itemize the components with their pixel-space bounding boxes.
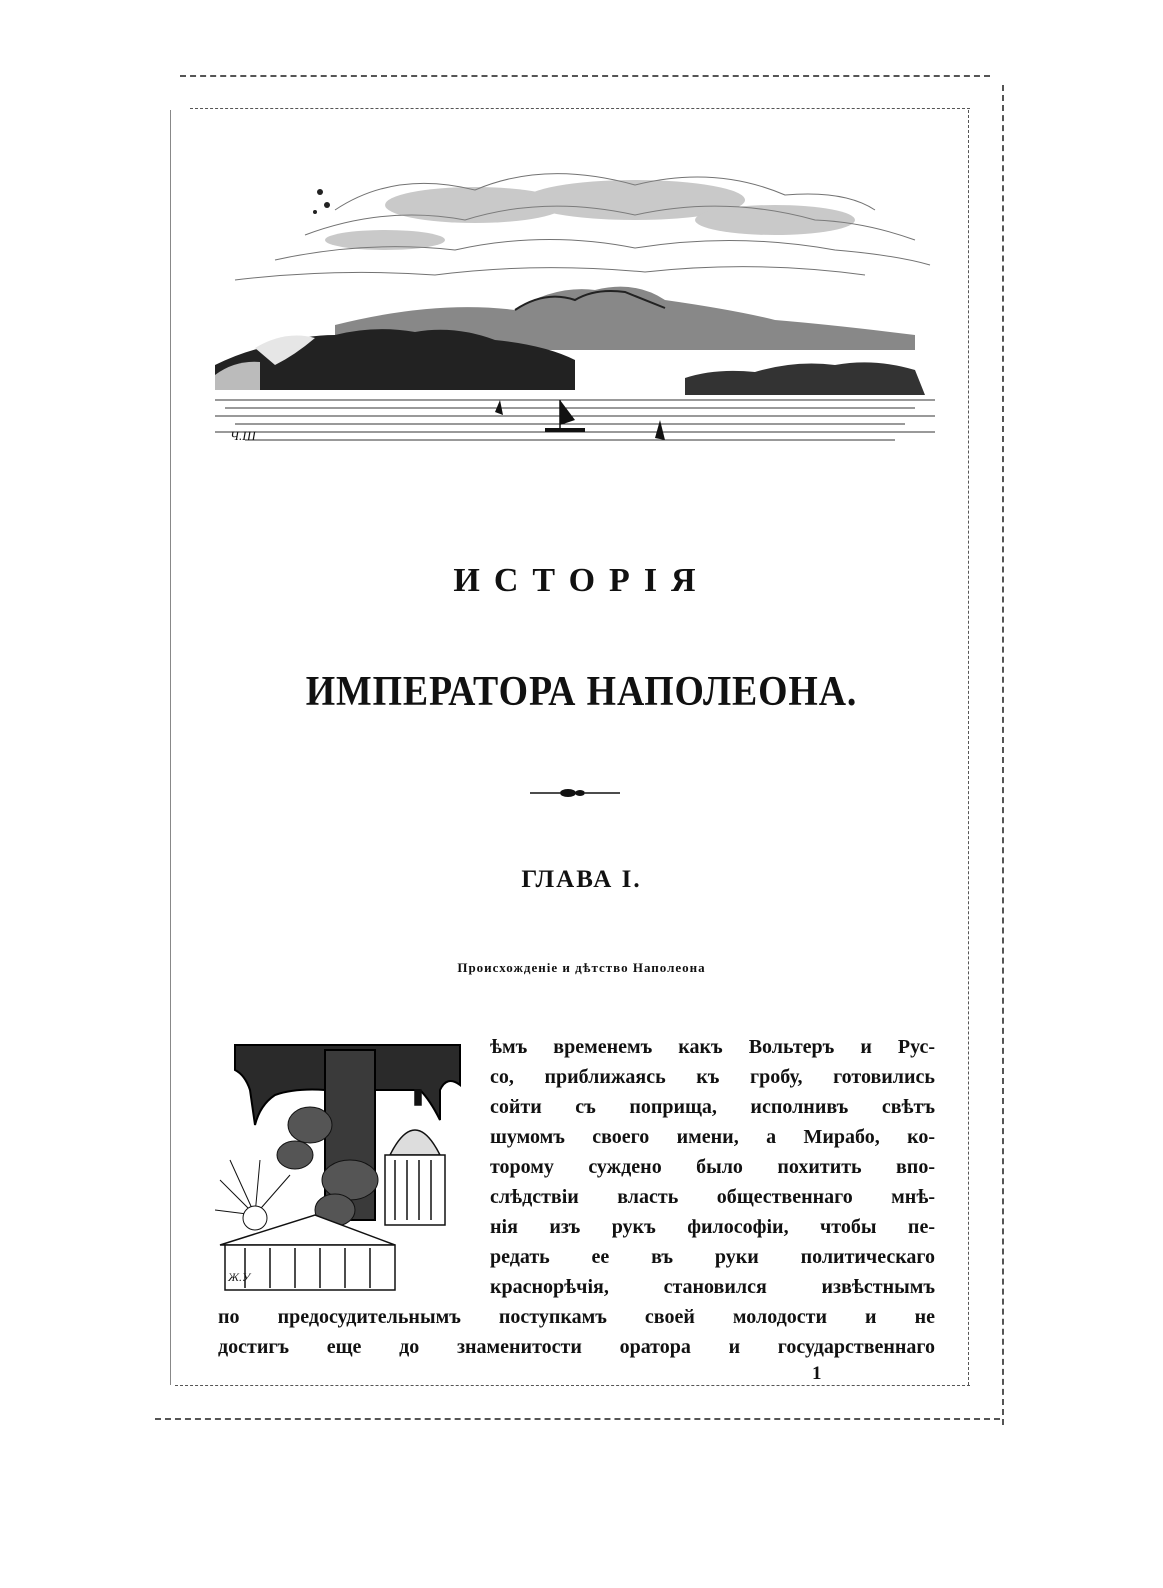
body-line-5: торому суждено было похитить впо- (490, 1156, 935, 1178)
initial-signature: Ж.У (228, 1270, 251, 1284)
body-line-8: редать ее въ руки политическаго (490, 1246, 935, 1268)
bottom-border (175, 1385, 970, 1386)
body-line-1: ѣмъ временемъ какъ Вольтеръ и Рус- (490, 1036, 935, 1058)
body-line-10: по предосудительнымъ поступкамъ своей молодости и не (218, 1306, 935, 1328)
title-line-2: ИМПЕРАТОРА НАПОЛЕОНА. (305, 669, 858, 715)
engraving-signature: Ч.Ш (230, 428, 256, 443)
inner-top-border (190, 108, 970, 109)
ornament-divider (530, 786, 620, 800)
right-page-border (968, 110, 969, 1385)
page-number: 1 (812, 1363, 822, 1384)
outer-right-border (1002, 85, 1004, 1425)
chapter-subtitle: Происхожденіе и дѣтство Наполеона (457, 960, 706, 975)
title-line-1: ИСТОРІЯ (453, 562, 710, 599)
body-line-2: со, приближаясь къ гробу, готовились (490, 1066, 935, 1088)
body-line-9: краснорѣчія, становился извѣстнымъ (490, 1276, 935, 1298)
body-line-3: сойти съ поприща, исполнивъ свѣтъ (490, 1096, 935, 1118)
body-line-11: достигъ еще до знаменитости оратора и государственнаго (218, 1336, 935, 1358)
left-page-border (170, 110, 171, 1385)
chapter-heading: ГЛАВА I. (521, 866, 642, 893)
bottom-scan-border (155, 1418, 1000, 1420)
body-line-7: нія изъ рукъ философіи, чтобы пе- (490, 1216, 935, 1238)
body-line-4: шумомъ своего имени, а Мирабо, ко- (490, 1126, 935, 1148)
body-line-6: слѣдствіи власть общественнаго мнѣ- (490, 1186, 935, 1208)
top-scan-border (180, 75, 990, 77)
landscape-engraving (215, 150, 935, 455)
